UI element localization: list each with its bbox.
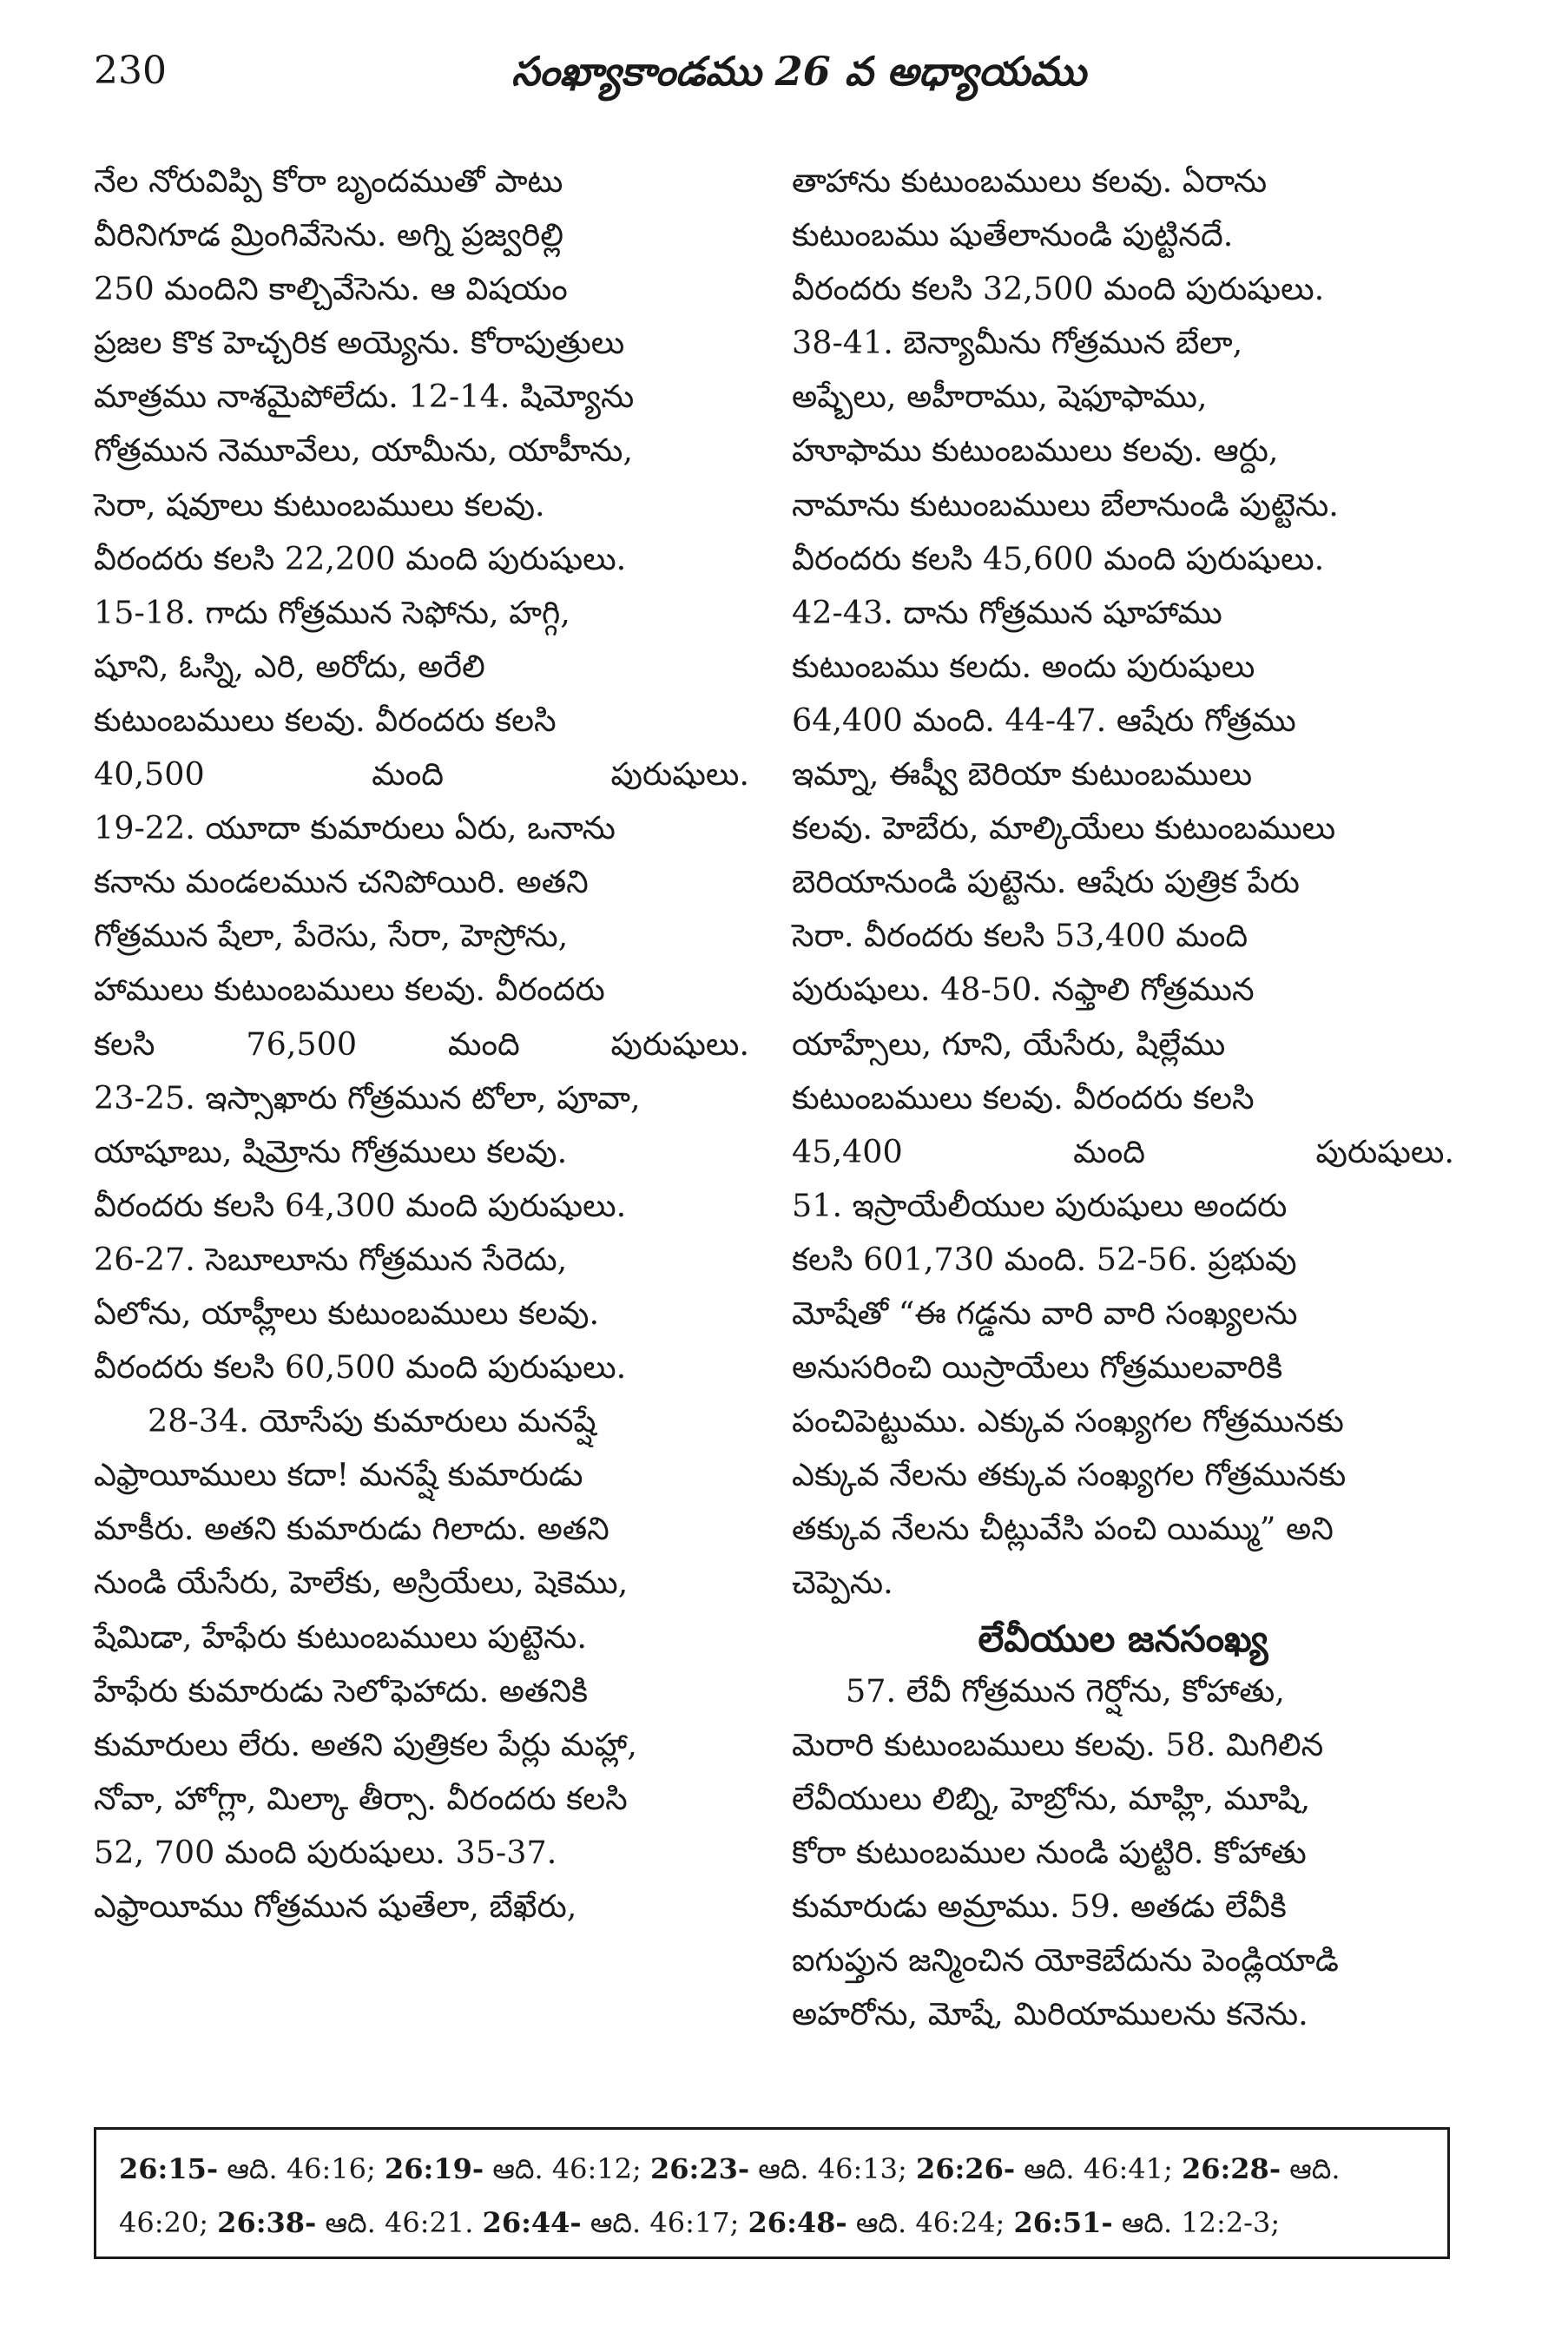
text-line: నామాను కుటుంబములు బేలానుండి పుట్టెను. [792,485,1339,524]
text-line: 64,400 మంది. 44-47. ఆషేరు గోత్రము [792,701,1296,739]
cross-reference-verse: 26:23- [649,2152,750,2185]
text-word: 45,400 [792,1132,903,1170]
cross-reference-verse: 26:26- [915,2152,1016,2185]
text-line [94,1018,749,1071]
text-line: వీరినిగూడ మ్రింగివేసెను. అగ్ని ప్రజ్వరిల్లి [94,216,564,254]
cross-reference-box [94,2127,1450,2259]
cross-reference-verse: 26:28- [1181,2152,1281,2185]
text-line: నేల నోరువిప్పి కోరా బృందముతో పాటు [94,162,563,200]
text-line: కుటుంబములు కలవు. వీరందరు కలసి [94,701,557,739]
text-line: నుండి యేసేరు, హెలేకు, అస్రియేలు, షెకెము, [94,1564,629,1602]
text-line: అనుసరించి యిస్రాయేలు గోత్రములవారికి [792,1348,1283,1387]
text-word: మంది [447,1024,520,1063]
cross-reference-target: ఆది. 46:24; [847,2206,1014,2239]
cross-reference-verse: 26:51- [1013,2206,1113,2239]
text-line: సెరా. వీరందరు కలసి 53,400 మంది [792,917,1248,955]
text-word: కలసి [94,1024,155,1063]
cross-reference-line [119,2142,1425,2196]
text-line: ఇమ్నా, ఈష్వీ బెరియా కుటుంబములు [792,755,1253,794]
text-line: ఎఫ్రాయీము గోత్రమున షుతేలా, బేఖేరు, [94,1888,577,1925]
cross-reference-target: ఆది. [1281,2152,1341,2185]
text-line: 52, 700 మంది పురుషులు. 35-37. [94,1833,557,1871]
cross-reference-target: ఆది. 12:2-3; [1112,2206,1281,2239]
text-line: కలసి 601,730 మంది. 52-56. ప్రభువు [792,1240,1297,1278]
page-number: 230 [94,49,167,93]
right-column [792,155,1454,2041]
text-line: 23-25. ఇస్సాఖారు గోత్రమున టోలా, పూవా, [94,1078,641,1117]
text-word: పురుషులు. [610,755,749,794]
text-line: హేఫేరు కుమారుడు సెలోఫెహాదు. అతనికి [94,1671,589,1710]
text-line: 57. లేవీ గోత్రమున గెర్షోను, కోహాతు, [846,1671,1285,1710]
text-line: వీరందరు కలసి 64,300 మంది పురుషులు. [94,1186,627,1224]
text-line: 28-34. యోసేపు కుమారులు మనష్షే [148,1402,596,1440]
text-line: ఏలోను, యాహ్లీలు కుటుంబములు కలవు. [94,1294,600,1332]
text-line: సెరా, షవూలు కుటుంబములు కలవు. [94,485,545,524]
text-word: పురుషులు. [610,1024,749,1063]
cross-reference-target: 46:20; [119,2206,218,2239]
left-column [94,155,749,1934]
text-line: గోత్రమున షేలా, పేరెసు, సేరా, హెస్రోను, [94,917,569,955]
cross-reference-target: ఆది. 46:12; [484,2152,650,2185]
text-line: యాషూబు, షిమ్రోను గోత్రములు కలవు. [94,1132,568,1170]
text-line [792,1125,1454,1179]
text-line: షేమిడా, హేఫేరు కుటుంబములు పుట్టెను. [94,1617,587,1656]
text-line: కోరా కుటుంబముల నుండి పుట్టిరి. కోహాతు [792,1833,1307,1871]
text-line: కుటుంబములు కలవు. వీరందరు కలసి [792,1078,1255,1117]
text-line: అష్బేలు, అహీరాము, షెఫూఫాము, [792,378,1208,416]
text-line: కుమారుడు అమ్రాము. 59. అతడు లేవీకి [792,1888,1287,1925]
section-heading: లేవీయుల జనసంఖ్య [978,1617,1268,1660]
text-line: మోషేతో “ఈ గడ్డను వారి వారి సంఖ్యలను [792,1294,1298,1332]
text-line: కుటుంబము షుతేలానుండి పుట్టినదే. [792,216,1234,254]
text-line: గోత్రమున నెమూవేలు, యామీను, యాహీను, [94,432,633,470]
text-word: మంది [1073,1132,1146,1170]
cross-reference-target: ఆది. 46:21. [316,2206,483,2239]
text-line: లేవీయులు లిబ్ని, హెబ్రోను, మాహ్లి, మూషి, [792,1779,1311,1817]
text-word: 76,500 [246,1024,358,1063]
text-line: అహరోను, మోషే, మిరియాములను కనెను. [792,1995,1308,2033]
text-line: తాహాను కుటుంబములు కలవు. ఏరాను [792,162,1268,200]
text-line: వీరందరు కలసి 22,200 మంది పురుషులు. [94,539,627,577]
text-line: ప్రజల కొక హెచ్చరిక అయ్యెను. కోరాపుత్రులు [94,324,625,362]
text-line: పంచిపెట్టుము. ఎక్కువ సంఖ్యగల గోత్రమునకు [792,1402,1344,1440]
text-line [94,748,749,801]
text-line: హూఫాము కుటుంబములు కలవు. ఆర్దు, [792,432,1279,470]
text-word: 40,500 [94,755,205,794]
text-line: ఐగుప్తున జన్మించిన యోకెబేదును పెండ్లియాడి [792,1941,1339,1980]
cross-reference-line [119,2196,1425,2250]
cross-reference-verse: 26:19- [384,2152,484,2185]
text-line: చెప్పెను. [792,1564,893,1602]
cross-reference-target: ఆది. 46:17; [581,2206,748,2239]
text-line: 15-18. గాదు గోత్రమున సెఫోను, హగ్గి, [94,593,570,631]
text-line: వీరందరు కలసి 60,500 మంది పురుషులు. [94,1348,627,1387]
text-line: మాత్రము నాశమైపోలేదు. 12-14. షిమ్యోను [94,378,635,416]
cross-reference-verse: 26:15- [119,2152,219,2185]
text-line: 26-27. సెబూలూను గోత్రమున సేరెదు, [94,1240,568,1278]
cross-reference-verse: 26:44- [482,2206,582,2239]
text-line: 42-43. దాను గోత్రమున షూహాము [792,593,1222,631]
text-line: బెరియానుండి పుట్టెను. ఆషేరు పుత్రిక పేరు [792,863,1300,901]
text-line: కలవు. హెబేరు, మాల్కియేలు కుటుంబములు [792,809,1336,847]
text-line: యాహ్సేలు, గూని, యేసేరు, షిల్లేము [792,1024,1226,1063]
text-line: వీరందరు కలసి 45,600 మంది పురుషులు. [792,539,1325,577]
running-title: సంఖ్యాకాండము 26 వ అధ్యాయము [511,48,1086,95]
text-line: ఎఫ్రాయీములు కదా! మనష్షే కుమారుడు [94,1456,583,1494]
cross-reference-target: ఆది. 46:41; [1015,2152,1182,2185]
text-line: 51. ఇస్రాయేలీయుల పురుషులు అందరు [792,1186,1288,1224]
text-line: షూని, ఓస్ని, ఎరి, అరోదు, అరేలి [94,647,485,685]
text-line: కుమారులు లేరు. అతని పుత్రికల పేర్లు మహ్లా, [94,1725,637,1763]
text-line: 38-41. బెన్యామీను గోత్రమున బేలా, [792,324,1243,362]
text-line: మాకీరు. అతని కుమారుడు గిలాదు. అతని [94,1510,609,1548]
text-line: ఎక్కువ నేలను తక్కువ సంఖ్యగల గోత్రమునకు [792,1456,1347,1494]
text-line: కుటుంబము కలదు. అందు పురుషులు [792,647,1255,685]
text-line: హాములు కుటుంబములు కలవు. వీరందరు [94,971,605,1009]
text-line: నోవా, హోగ్లా, మిల్కా తీర్సా. వీరందరు కలసి [94,1779,628,1817]
text-line: 19-22. యూదా కుమారులు ఏరు, ఒనాను [94,809,616,847]
cross-reference-verse: 26:38- [217,2206,317,2239]
text-line: తక్కువ నేలను చీట్లువేసి పంచి యిమ్ము” అని [792,1510,1334,1548]
text-word: పురుషులు. [1315,1132,1454,1170]
text-line: మెరారి కుటుంబములు కలవు. 58. మిగిలిన [792,1725,1324,1763]
text-line: కనాను మండలమున చనిపోయిరి. అతని [94,863,589,901]
cross-reference-target: ఆది. 46:13; [749,2152,916,2185]
text-line: 250 మందిని కాల్చివేసెను. ఆ విషయం [94,270,568,308]
text-line: వీరందరు కలసి 32,500 మంది పురుషులు. [792,270,1325,308]
text-word: మంది [372,755,445,794]
cross-reference-verse: 26:48- [748,2206,847,2239]
cross-reference-target: ఆది. 46:16; [218,2152,385,2185]
text-line: పురుషులు. 48-50. నఫ్తాలి గోత్రమున [792,971,1255,1009]
